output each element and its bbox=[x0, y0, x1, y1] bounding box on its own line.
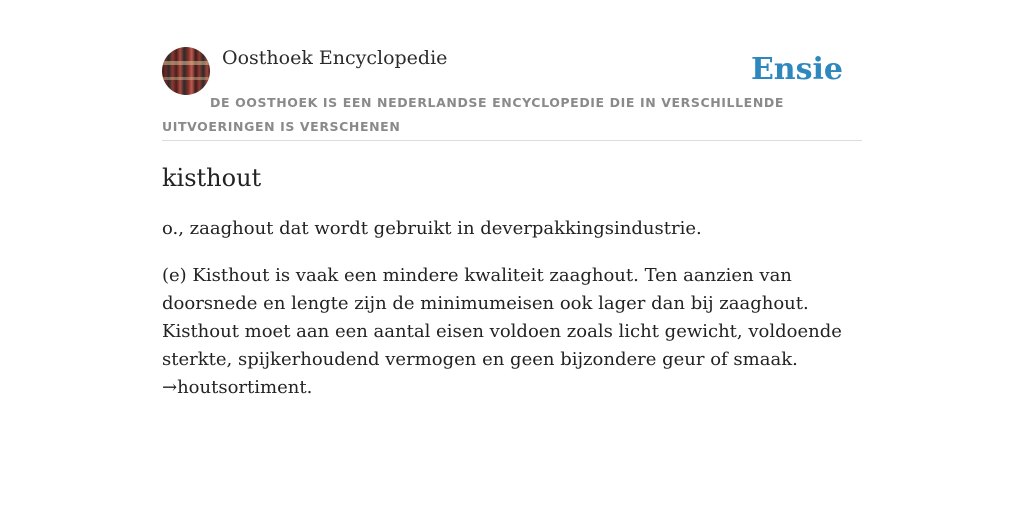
cross-reference-link[interactable] bbox=[162, 377, 307, 398]
entry-content bbox=[162, 160, 862, 402]
cross-reference-label: houtsortiment bbox=[177, 377, 307, 398]
site-tagline: DE OOSTHOEK IS EEN NEDERLANDSE ENCYCLOPEDIE DIE IN VERSCHILLENDE UITVOERINGEN IS VERSCHENEN bbox=[162, 95, 784, 134]
entry-body-text: (e) Kisthout is vaak een mindere kwaliteit zaaghout. Ten aanzien van doorsnede en lengte zijn de minimumeisen ook lager dan bij zaaghout. Kisthout moet aan een aantal eisen voldoen zoals licht gewicht, voldoende sterkte, spijkerhoudend vermogen en geen bijzondere geur of smaak. bbox=[162, 265, 842, 370]
brand-logo-link[interactable]: Ensie bbox=[750, 52, 843, 87]
site-name[interactable]: Oosthoek Encyclopedie bbox=[222, 47, 448, 69]
entry-title: kisthout bbox=[162, 164, 262, 192]
entry-body-end: . bbox=[306, 377, 313, 398]
encyclopedia-avatar[interactable] bbox=[162, 47, 210, 95]
entry-definition: o., zaaghout dat wordt gebruikt in deverpakkingsindustrie. bbox=[162, 218, 702, 239]
arrow-icon: → bbox=[162, 377, 178, 398]
entry-body bbox=[162, 262, 862, 402]
site-header bbox=[162, 46, 862, 141]
